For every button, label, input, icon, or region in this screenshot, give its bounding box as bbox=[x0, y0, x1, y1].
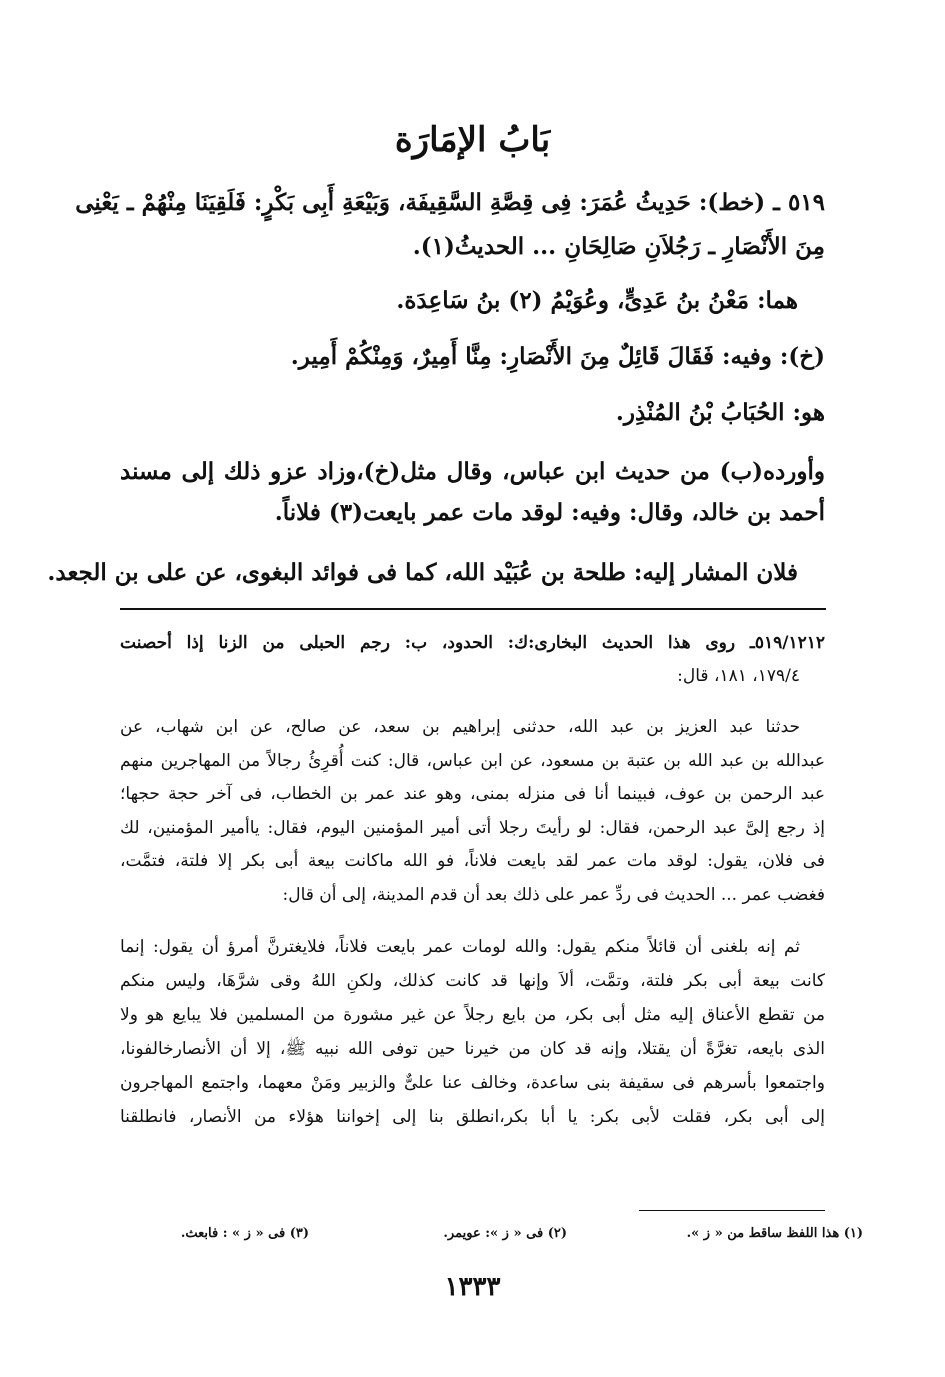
commentary-line-7: فى فلان، يقول: لوقد مات عمر لقد بايعت فلاناً، فو الله ماكانت بيعة أبى بكر إلا فلتة، فتمَّت، bbox=[120, 851, 825, 871]
footnote-3: (٣) فى « ز » : فابعث. bbox=[180, 1226, 309, 1241]
commentary-line-4: عبدالله بن عبد الله بن عتبة بن مسعود، عن ابن عباس، قال: كنت أُقرِئُ رجالاً من المهاجرين منهم bbox=[120, 751, 825, 771]
commentary-line-8: فغضب عمر ... الحديث فى ردِّ عمر على ذلك بعد أن قدم المدينة، إلى أن قال: bbox=[282, 885, 825, 905]
commentary-line-12: الذى بايعه، تغرَّةً أن يقتلا، وإنه قد كان من خيرنا حين توفى الله نبيه ﷺ، إلا أن الأنصارخالفونا، bbox=[120, 1039, 825, 1059]
hadith-line-8: فلان المشار إليه: طلحة بن عُبَيْد الله، كما فى فوائد البغوى، عن على بن الجعد. bbox=[47, 559, 798, 586]
footnote-2: (٢) فى « ز »: عويمر. bbox=[443, 1226, 567, 1241]
commentary-line-10: كانت بيعة أبى بكر فلتة، وتمَّت، ألاَ وإنها قد كانت كذلك، ولكنِ اللهُ وقى شرَّهَا، وليس منكم bbox=[120, 971, 825, 991]
commentary-line-9: ثم إنه بلغنى أن قائلاً منكم يقول: والله لومات عمر بايعت فلاناً، فلايغترنَّ أمرؤ أن يقول: إنما bbox=[120, 937, 800, 957]
chapter-title: بَابُ الإمَارَة bbox=[394, 120, 551, 160]
commentary-line-2: ١٧٩/٤، ١٨١، قال: bbox=[677, 666, 800, 686]
commentary-line-3: حدثنا عبد العزيز بن عبد الله، حدثنى إبراهيم بن سعد، عن صالح، عن ابن شهاب، عن bbox=[120, 717, 800, 737]
section-divider bbox=[120, 608, 826, 610]
commentary-line-1: ٥١٩/١٢١٢ـ روى هذا الحديث البخارى:ك: الحدود، ب: رجم الحبلى من الزنا إذا أحصنت bbox=[120, 633, 825, 653]
hadith-line-2: مِنَ الأَنْصَارِ ـ رَجُلاَنِ صَالِحَانِ ... الحديثُ(١). bbox=[412, 233, 825, 260]
commentary-line-14: إلى أبى بكر، فقلت لأبى بكر: يا أبا بكر،انطلق بنا إلى إخواننا هؤلاء من الأنصار، فانطلقنا bbox=[120, 1107, 825, 1127]
hadith-line-3: هما: مَعْنُ بنُ عَدِىٍّ، وعُوَيْمُ (٢) بنُ سَاعِدَة. bbox=[396, 287, 798, 314]
hadith-line-5: هو: الحُبَابُ بْنُ المُنْذِر. bbox=[615, 399, 825, 426]
hadith-line-7: أحمد بن خالد، وقال: وفيه: لوقد مات عمر بايعت(٣) فلاناً. bbox=[274, 499, 825, 526]
hadith-line-6: وأورده(ب) من حديث ابن عباس، وقال مثل(خ)،وزاد عزو ذلك إلى مسند bbox=[120, 458, 825, 485]
commentary-line-11: من تقطع الأعناق إليه مثل أبى بكر، من بايع رجلاً عن غير مشورة من المسلمين فلا يبايع هو ولا bbox=[120, 1005, 825, 1025]
commentary-line-6: إذ رجع إلىَّ عبد الرحمن، فقال: لو رأيتَ رجلا أتى أمير المؤمنين اليوم، فقال: ياأمير المؤمنين، لك bbox=[120, 818, 825, 838]
hadith-line-4: (خ): وفيه: فَقَالَ قَائِلٌ مِنَ الأَنْصَارِ: مِنَّا أَمِيرٌ، وَمِنْكُمْ أَمِير. bbox=[290, 343, 825, 370]
footnote-divider bbox=[639, 1210, 825, 1211]
footnote-1: (١) هذا اللفظ ساقط من « ز ». bbox=[686, 1226, 863, 1241]
hadith-line-1: ٥١٩ ـ (خط): حَدِيثُ عُمَرَ: فِى قِصَّةِ السَّقِيفَة، وَبَيْعَةِ أَبِى بَكْرٍ: فَلَقِيَنَا مِنْهُمْ ـ يَعْنِى bbox=[75, 189, 825, 216]
page-number: ١٣٣٣ bbox=[444, 1272, 501, 1302]
commentary-line-5: عبد الرحمن بن عوف، فبينما أنا فى منزله بمنى، وهو عند عمر بن الخطاب، فى آخر حجة حجها؛ bbox=[120, 784, 825, 804]
commentary-line-13: واجتمعوا بأسرهم فى سقيفة بنى ساعدة، وخالف عنا علىٌّ والزبير ومَنْ معهما، واجتمع المهاجرون bbox=[120, 1073, 825, 1093]
